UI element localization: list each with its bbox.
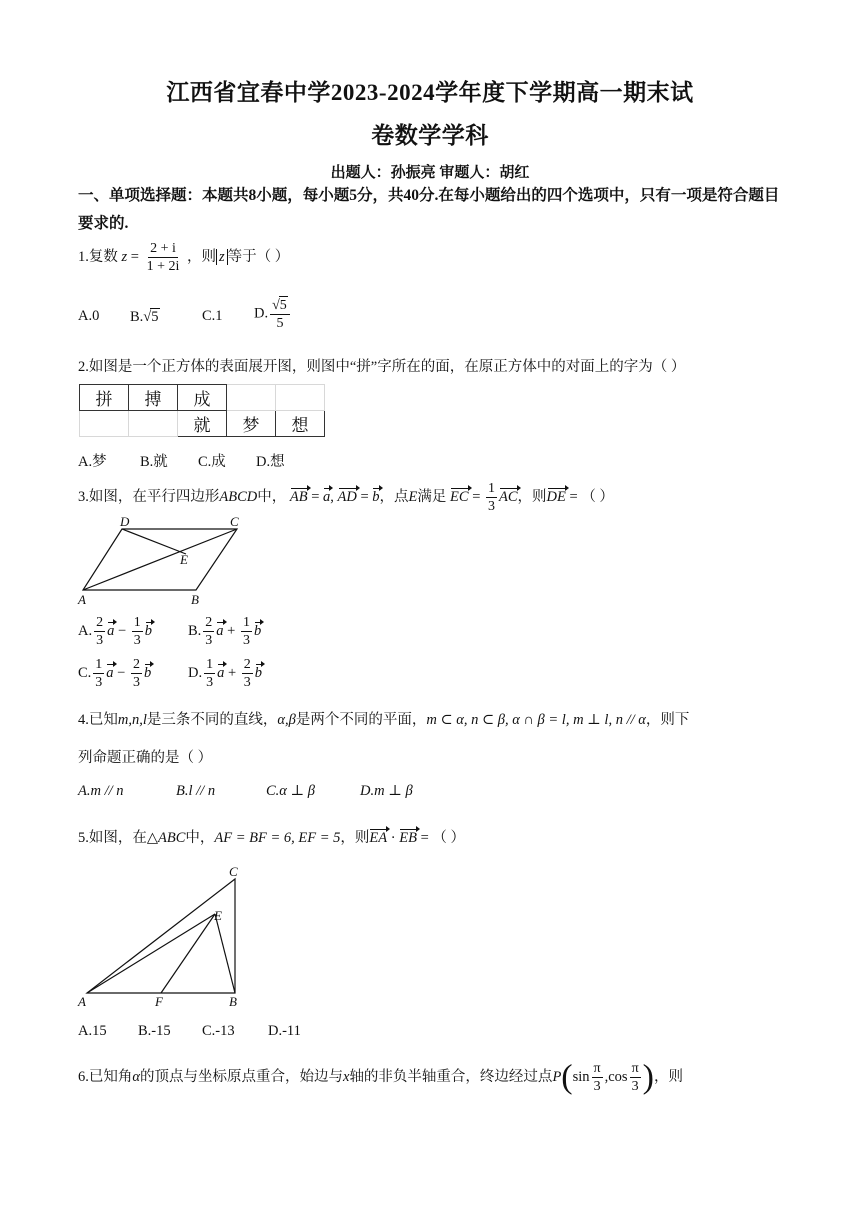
label-e: E (180, 552, 188, 567)
diagonal-ac (83, 529, 237, 590)
q1-prefix: 1.复数 (78, 248, 118, 265)
question-6: 6.已知角α的顶点与坐标原点重合，始边与x轴的非负半轴重合，终边经过点P(sin $\frac{\pi}{3}$ ,cos $\frac{\pi}{3}$ )，则 (78, 1058, 683, 1096)
triangle-figure (74, 862, 254, 1014)
segment-ae (87, 914, 215, 993)
net-face-xiang: 想 (276, 411, 325, 437)
q2-option-d: D.想 (256, 454, 285, 470)
q1-var: z (121, 248, 128, 265)
question-3: 3.如图，在平行四边形ABCD中， AB = a, AD = b，点E满足 EC = $\frac{1}{3}$ AC，则DE = （ ） (78, 481, 614, 514)
label-b: B (229, 994, 237, 1009)
question-5: 5.如图，在△ABC中，AF = BF = 6, EF = 5，则EA · EB = （ ） (78, 830, 466, 846)
cube-net-figure (79, 384, 325, 437)
q3-option-d: D. $\frac{1}{3}$ a + $\frac{2}{3}$ b (188, 657, 263, 690)
q2-option-a: A.梦 (78, 454, 107, 470)
label-a: A (78, 592, 86, 607)
segment-fe (161, 914, 215, 993)
question-4-line1: 4.已知m,n,l是三条不同的直线，α,β是两个不同的平面，m ⊂ α, n ⊂ β, α ∩ β = l, m ⊥ l, n // α，则下 (78, 712, 690, 728)
label-f: F (155, 994, 163, 1009)
net-face-jiu: 就 (178, 411, 227, 437)
question-4-line2: 列命题正确的是（ ） (78, 750, 213, 766)
label-a: A (78, 994, 86, 1009)
label-b: B (191, 592, 199, 607)
section-heading: 一、单项选择题：本题共8小题，每小题5分，共40分.在每小题给出的四个选项中，只有一项是符合题目要求的. (78, 187, 780, 232)
q1-modulus: z (216, 249, 228, 265)
q1-frac-num: 2 + i (150, 241, 176, 256)
q3-option-a: A. $\frac{2}{3}$ a − $\frac{1}{3}$ b (78, 615, 153, 648)
label-d: D (120, 514, 130, 529)
question-2: 2.如图是一个正方体的表面展开图，则图中“拼”字所在的面，在原正方体中的对面上的字为（ ） (78, 359, 686, 375)
q1-option-b: B.√5 (130, 309, 159, 325)
q1-option-d: D. $\frac{√5}{5}$ (254, 296, 292, 332)
q1-fraction (145, 240, 182, 275)
q1-suffix: 等于（ ） (227, 248, 290, 265)
q4-option-d: D.m ⊥ β (360, 783, 413, 799)
parallelogram-figure (74, 512, 249, 608)
q5-option-b: B.-15 (138, 1023, 171, 1039)
exam-title-line2: 卷数学学科 (371, 123, 489, 148)
q5-option-c: C.-13 (202, 1023, 235, 1039)
net-face-bo: 搏 (129, 385, 178, 411)
segment-de (122, 529, 186, 554)
q4-option-c: C.α ⊥ β (266, 783, 316, 799)
label-e: E (214, 908, 222, 923)
q3-option-c: C. $\frac{1}{3}$ a − $\frac{2}{3}$ b (78, 657, 152, 690)
q1-frac-den: 1 + 2i (146, 259, 180, 274)
net-face-pin: 拼 (80, 385, 129, 411)
q1-mid: ，则 (187, 248, 217, 265)
q1-option-a: A.0 (78, 308, 100, 324)
label-c: C (229, 864, 238, 879)
q1-option-c: C.1 (202, 308, 223, 324)
q4-option-b: B.l // n (176, 783, 216, 799)
label-c: C (230, 514, 239, 529)
net-face-cheng: 成 (178, 385, 227, 411)
q2-option-c: C.成 (198, 454, 226, 470)
question-1: 1.复数 z = $\frac{2 + i}{1 + 2i}$ ，则 z 等于（ ） (78, 241, 290, 274)
authors-line: 出题人：孙振亮 审题人：胡红 (330, 165, 530, 181)
q5-option-a: A.15 (78, 1023, 107, 1039)
q5-option-d: D.-11 (268, 1023, 301, 1039)
exam-title-line1: 江西省宜春中学2023-2024学年度下学期高一期末试 (166, 80, 694, 105)
net-face-meng: 梦 (227, 411, 276, 437)
q4-option-a: A.m // n (78, 783, 124, 799)
q3-option-b: B. $\frac{2}{3}$ a + $\frac{1}{3}$ b (188, 615, 262, 648)
segment-eb (215, 914, 235, 993)
q2-option-b: B.就 (140, 454, 168, 470)
triangle-abc (87, 879, 235, 993)
